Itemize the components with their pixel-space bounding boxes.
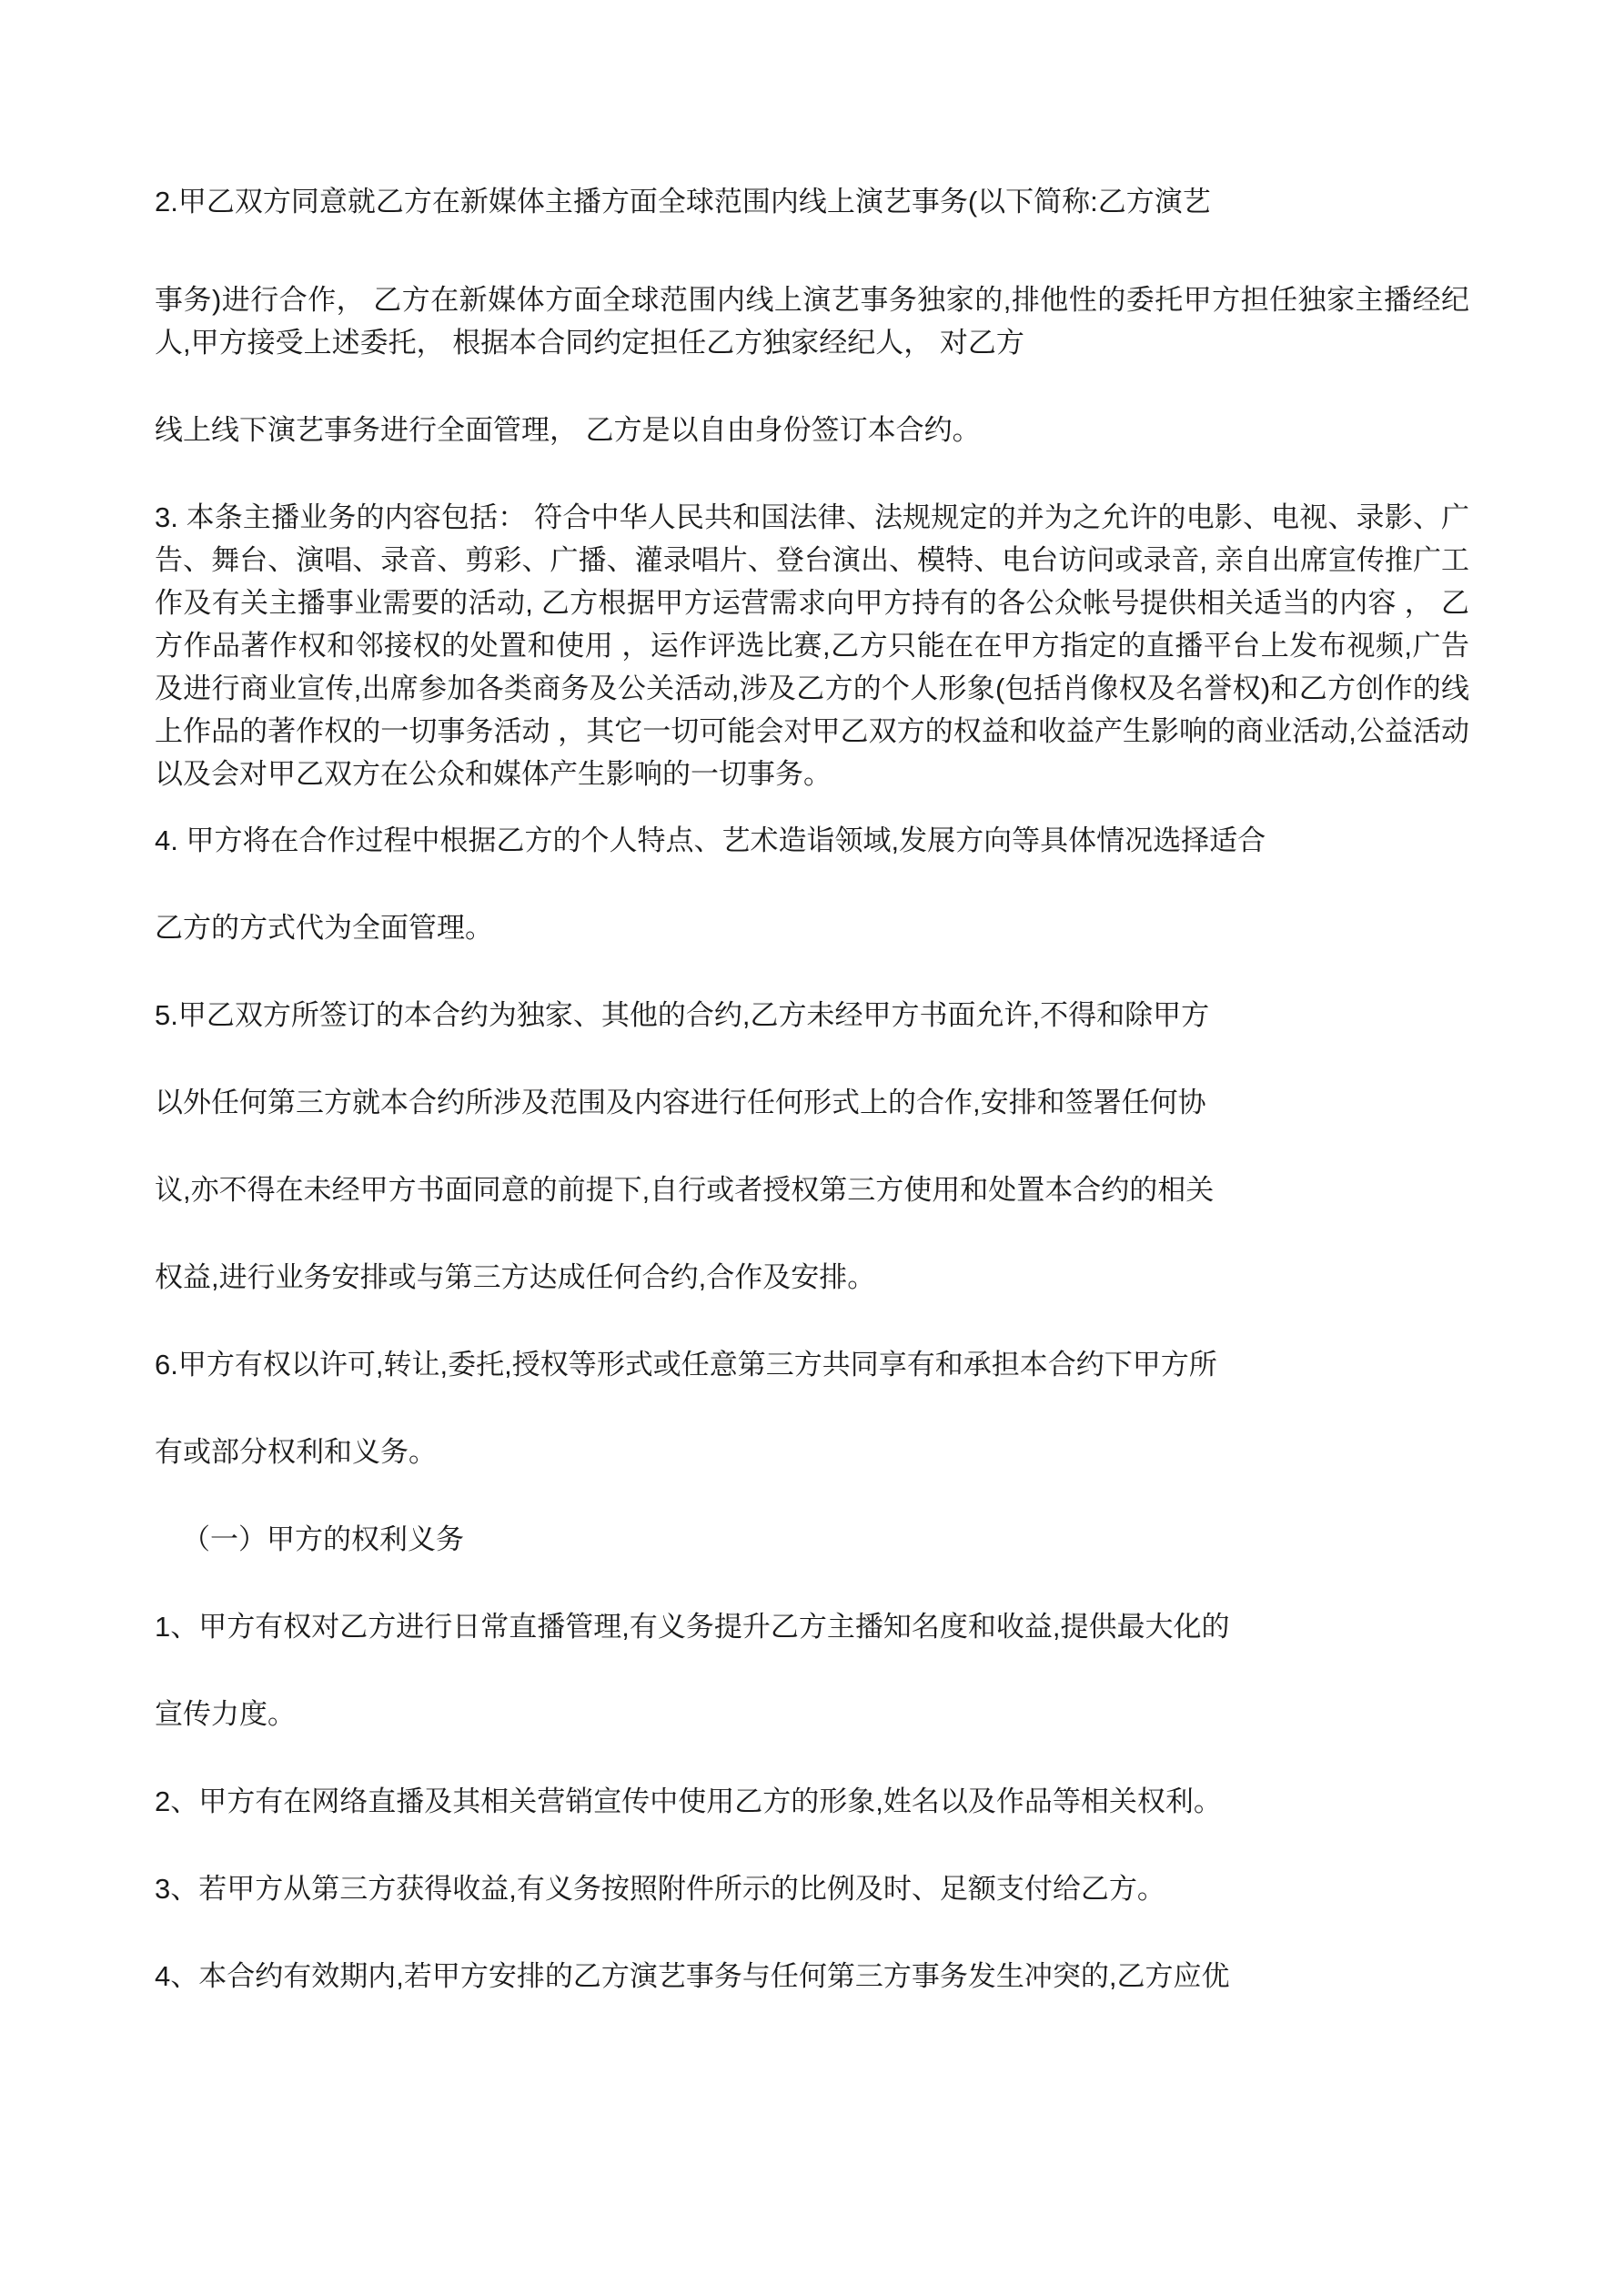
- paragraph-item-3: 3、若甲方从第三方获得收益,有义务按照附件所示的比例及时、足额支付给乙方。: [155, 1873, 1165, 1905]
- section-heading-party-a-rights: （一）甲方的权利义务: [182, 1523, 464, 1555]
- paragraph-clause-5-line-1: 5.甲乙双方所签订的本合约为独家、其他的合约,乙方未经甲方书面允许,不得和除甲方: [155, 999, 1210, 1031]
- paragraph-item-1-line-1: 1、甲方有权对乙方进行日常直播管理,有义务提升乙方主播知名度和收益,提供最大化的: [155, 1611, 1230, 1643]
- paragraph-clause-2-body: 事务)进行合作， 乙方在新媒体方面全球范围内线上演艺事务独家的,排他性的委托甲方担任独家主播经纪人,甲方接受上述委托， 根据本合同约定担任乙方独家经纪人， 对乙方: [155, 284, 1469, 359]
- paragraph-item-2: 2、甲方有在网络直播及其相关营销宣传中使用乙方的形象,姓名以及作品等相关权利。: [155, 1785, 1222, 1817]
- paragraph-item-4: 4、本合约有效期内,若甲方安排的乙方演艺事务与任何第三方事务发生冲突的,乙方应优: [155, 1960, 1230, 1992]
- paragraph-clause-4-line-2: 乙方的方式代为全面管理。: [155, 912, 493, 944]
- paragraph-clause-5-line-3: 议,亦不得在未经甲方书面同意的前提下,自行或者授权第三方使用和处置本合约的相关: [155, 1174, 1215, 1206]
- paragraph-clause-4-line-1: 4. 甲方将在合作过程中根据乙方的个人特点、艺术造诣领域,发展方向等具体情况选择适合: [155, 824, 1266, 856]
- paragraph-clause-5-line-4: 权益,进行业务安排或与第三方达成任何合约,合作及安排。: [155, 1261, 876, 1293]
- paragraph-clause-5-line-2: 以外任何第三方就本合约所涉及范围及内容进行任何形式上的合作,安排和签署任何协: [155, 1087, 1206, 1118]
- paragraph-clause-6-line-1: 6.甲方有权以许可,转让,委托,授权等形式或任意第三方共同享有和承担本合约下甲方所: [155, 1349, 1217, 1381]
- paragraph-clause-6-line-2: 有或部分权利和义务。: [155, 1436, 437, 1468]
- paragraph-clause-2-intro: 2.甲乙双方同意就乙方在新媒体主播方面全球范围内线上演艺事务(以下简称:乙方演艺: [155, 186, 1211, 217]
- paragraph-item-1-line-2: 宣传力度。: [155, 1698, 296, 1730]
- paragraph-clause-2-end: 线上线下演艺事务进行全面管理， 乙方是以自由身份签订本合约。: [155, 414, 981, 446]
- paragraph-clause-3: 3. 本条主播业务的内容包括： 符合中华人民共和国法律、法规规定的并为之允许的电影、电视、录影、广告、舞台、演唱、录音、剪彩、广播、灌录唱片、登台演出、模特、电台访问或录音, 亲自出席宣传推广工作及有关主播事业需要的活动, 乙方根据甲方运营需求向甲方持有的各公众帐号提供相关适当的内容 ， 乙方作品著作权和邻接权的处置和使用 ，运作评选比赛,乙方只能在在甲方指定的直播平台上发布视频,广告及进行商业宣传,出席参加各类商务及公关活动,涉及乙方的个人形象(包括肖像权及名誉权)和乙方创作的线上作品的著作权的一切事务活动 ，其它一切可能会对甲乙双方的权益和收益产生影响的商业活动,公益活动以及会对甲乙双方在公众和媒体产生影响的一切事务。: [155, 501, 1469, 790]
